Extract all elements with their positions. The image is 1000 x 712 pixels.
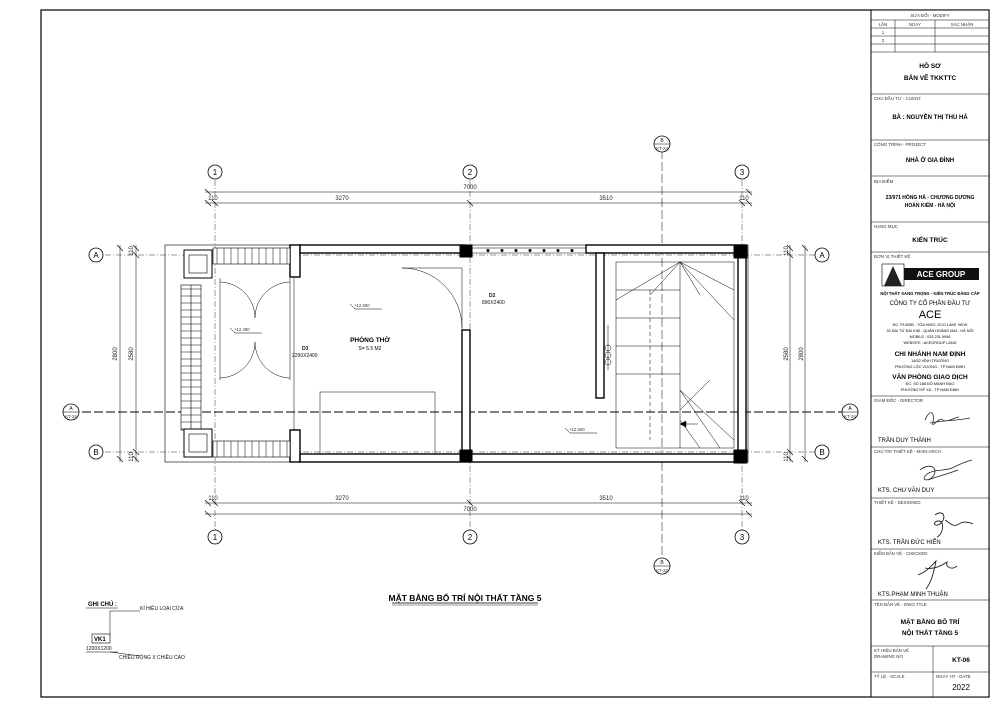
grid-label: A [93,251,99,260]
dimension-text: 110 [739,496,749,502]
legend-code-label: KÍ HIỆU LOẠI CỬA [140,606,184,612]
door-code: D3 [302,346,309,352]
section-mark: B [660,138,664,144]
door-size: 2290X2400 [292,353,318,359]
sheet-no-label: DRAWING NO [874,654,903,659]
level-mark: +12.480 [234,327,250,332]
wall-segment [290,430,300,462]
grid-label: 1 [212,533,218,542]
location-line: HOÀN KIẾM - HÀ NỘI [904,203,956,209]
staircase [616,262,734,448]
checker-label: KIỂM BẢN VẼ - CHECKED [874,551,928,556]
legend-code: VK1 [94,637,106,643]
grid-label: A [819,251,825,260]
wall-segment [462,330,470,454]
revision-col: NGÀY [908,22,922,27]
company-addr: 32 ĐẠI TỪ ĐẠI KIM - QUẬN HOÀNG MAI - HÀ NỘI [886,329,974,333]
dimension-text: 110 [208,196,218,202]
location-label: ĐỊA ĐIỂM [874,179,894,184]
dimension-text: 110 [784,246,790,256]
logo-text: ACE GROUP [916,270,966,279]
revision-header: SỬA ĐỔI - MODIFY [910,13,950,18]
chief-name: KTS. CHU VĂN DUY [878,488,935,494]
office-title: VĂN PHÒNG GIAO DỊCH [892,374,968,381]
branch-addr: PHƯỜNG LỘC VƯỢNG - TP NAM ĐỊNH [894,365,966,369]
door-code: D2 [489,293,496,299]
section-ref: KT-24 [65,414,77,419]
wall-segment [290,245,300,277]
door-d2 [402,268,462,330]
wall-segment [738,253,746,454]
category-label: HẠNG MỤC [874,224,898,229]
office-addr: PHƯỜNG MỸ XÁ - TP NAM ĐỊNH [900,388,960,392]
revision-row: 2 [881,38,885,43]
door-d3 [220,278,294,430]
dimension-text: 2580 [784,347,790,361]
sheet-name: MẶT BẰNG BỐ TRÍ [900,619,960,626]
section-mark: A [69,406,73,412]
dimension-text: 3510 [599,196,613,202]
dimension-text: 110 [208,496,218,502]
level-mark: +12.500 [354,303,370,308]
dimension-text: 7000 [463,507,477,513]
grid-label: 2 [467,533,473,542]
company-mobile: MOBILE : 033 231 9096 [909,335,951,339]
logo-tagline: NỘI THẤT SANG TRỌNG - KIẾN TRÚC ĐẲNG CẤP [880,291,980,296]
dimension-text: 110 [129,452,135,462]
branch-addr: 14/52 VĨNH TRƯỜNG [911,359,949,363]
revision-col: XÁC NHẬN [950,22,974,27]
revision-col: LẦN [878,22,888,27]
dimension-text: 7000 [463,185,477,191]
floor-plan [63,136,858,656]
section-mark: A [848,406,852,412]
investor-label: CHỦ ĐẦU TƯ - CLIENT [874,96,922,101]
dimension-text: 110 [739,196,749,202]
designer-name: KTS. TRẦN ĐỨC HIỂN [878,540,941,546]
grid-label: 3 [739,533,745,542]
room-name: PHÒNG THỜ [350,337,390,344]
dimension-text: 2580 [129,347,135,361]
scale-label: TỶ LỆ - SCALE [874,674,905,679]
wall-segment [596,253,604,398]
dimension-text: 3510 [599,496,613,502]
legend-size: 1200X1200 [86,646,112,652]
section-ref: KT-23 [656,568,668,573]
director-name: TRẦN DUY THÀNH [878,438,931,444]
wall-segment [300,454,745,462]
year: 2022 [952,683,970,692]
director-label: GIÁM ĐỐC - DIRECTOR [874,398,923,403]
grid-label: B [93,448,99,457]
branch-title: CHI NHÁNH NAM ĐỊNH [894,351,966,358]
section-mark: B [660,560,664,566]
designer-unit-label: ĐƠN VỊ THIẾT KẾ [874,254,911,259]
grid-label: 3 [739,168,745,177]
doc-subtitle: BẢN VẼ TKKTTC [903,75,957,82]
balcony-railing [181,248,290,457]
dimension-text: 3270 [335,496,349,502]
sheet-no-label: KÝ HIỆU BẢN VẼ [874,648,909,653]
dimension-text: 2800 [113,347,119,361]
checker-name: KTS.PHẠM MINH THUẬN [878,592,948,598]
sheet-number: KT-06 [952,657,970,664]
dimension-text: 110 [784,452,790,462]
altar-cabinet [320,392,435,454]
company-addr: ĐC: P1305B - TÒA HH02, ECO LAKE VIEW [892,323,968,327]
grid-label: 2 [467,168,473,177]
room-area: S= 5.5 M2 [358,346,382,352]
dimension-text: 110 [129,246,135,256]
category-name: KIẾN TRÚC [912,237,948,244]
project-label: CÔNG TRÌNH - PROJECT [874,142,927,147]
company-line: CÔNG TY CỔ PHẦN ĐẦU TƯ [889,301,971,307]
location-line: 23/971 HỒNG HÀ - CHƯƠNG DƯƠNG [885,195,975,201]
investor-name: BÀ : NGUYỄN THỊ THU HÀ [892,115,968,121]
legend-size-label: CHIỀU RỘNG X CHIỀU CAO [119,655,185,661]
project-name: NHÀ Ở GIA ĐÌNH [905,158,955,164]
building-outline [165,245,748,462]
legend-heading: GHI CHÚ : [88,602,117,608]
drawing-title: MẶT BẰNG BỐ TRÍ NỘI THẤT TẦNG 5 [388,593,542,603]
dimension-text: 2800 [799,347,805,361]
revision-row: 1 [881,30,885,35]
company-web: WEBSITE : ACEGROUP LAND [903,341,957,345]
grid-label: B [819,448,825,457]
dimension-text: 3270 [335,196,349,202]
door-size: 890X2400 [482,300,505,306]
doc-title: HỒ SƠ [919,63,941,70]
designer-label: THIẾT KẾ - DESIGNED [874,500,921,505]
company-name: ACE [918,309,942,321]
office-addr: ĐC: SỐ 188 ĐỖ MẠNH ĐẠO [905,382,955,386]
section-ref: KT-23 [656,146,668,151]
wall-segment [300,245,465,253]
chief-label: CHỦ TRÌ THIẾT KẾ - MAIN ARCH [874,449,941,454]
wall-segment [586,245,746,253]
section-ref: KT-24 [844,414,856,419]
date-label: NGÀY HT - DATE [936,674,971,679]
grid-label: 1 [212,168,218,177]
title-block [871,10,989,697]
level-mark: +12.500 [569,427,585,432]
lamp-icon [605,325,611,370]
sheet-name-label: TÊN BẢN VẼ - DWG.TTLE [874,602,927,607]
sheet-name: NỘI THẤT TẦNG 5 [901,630,959,637]
